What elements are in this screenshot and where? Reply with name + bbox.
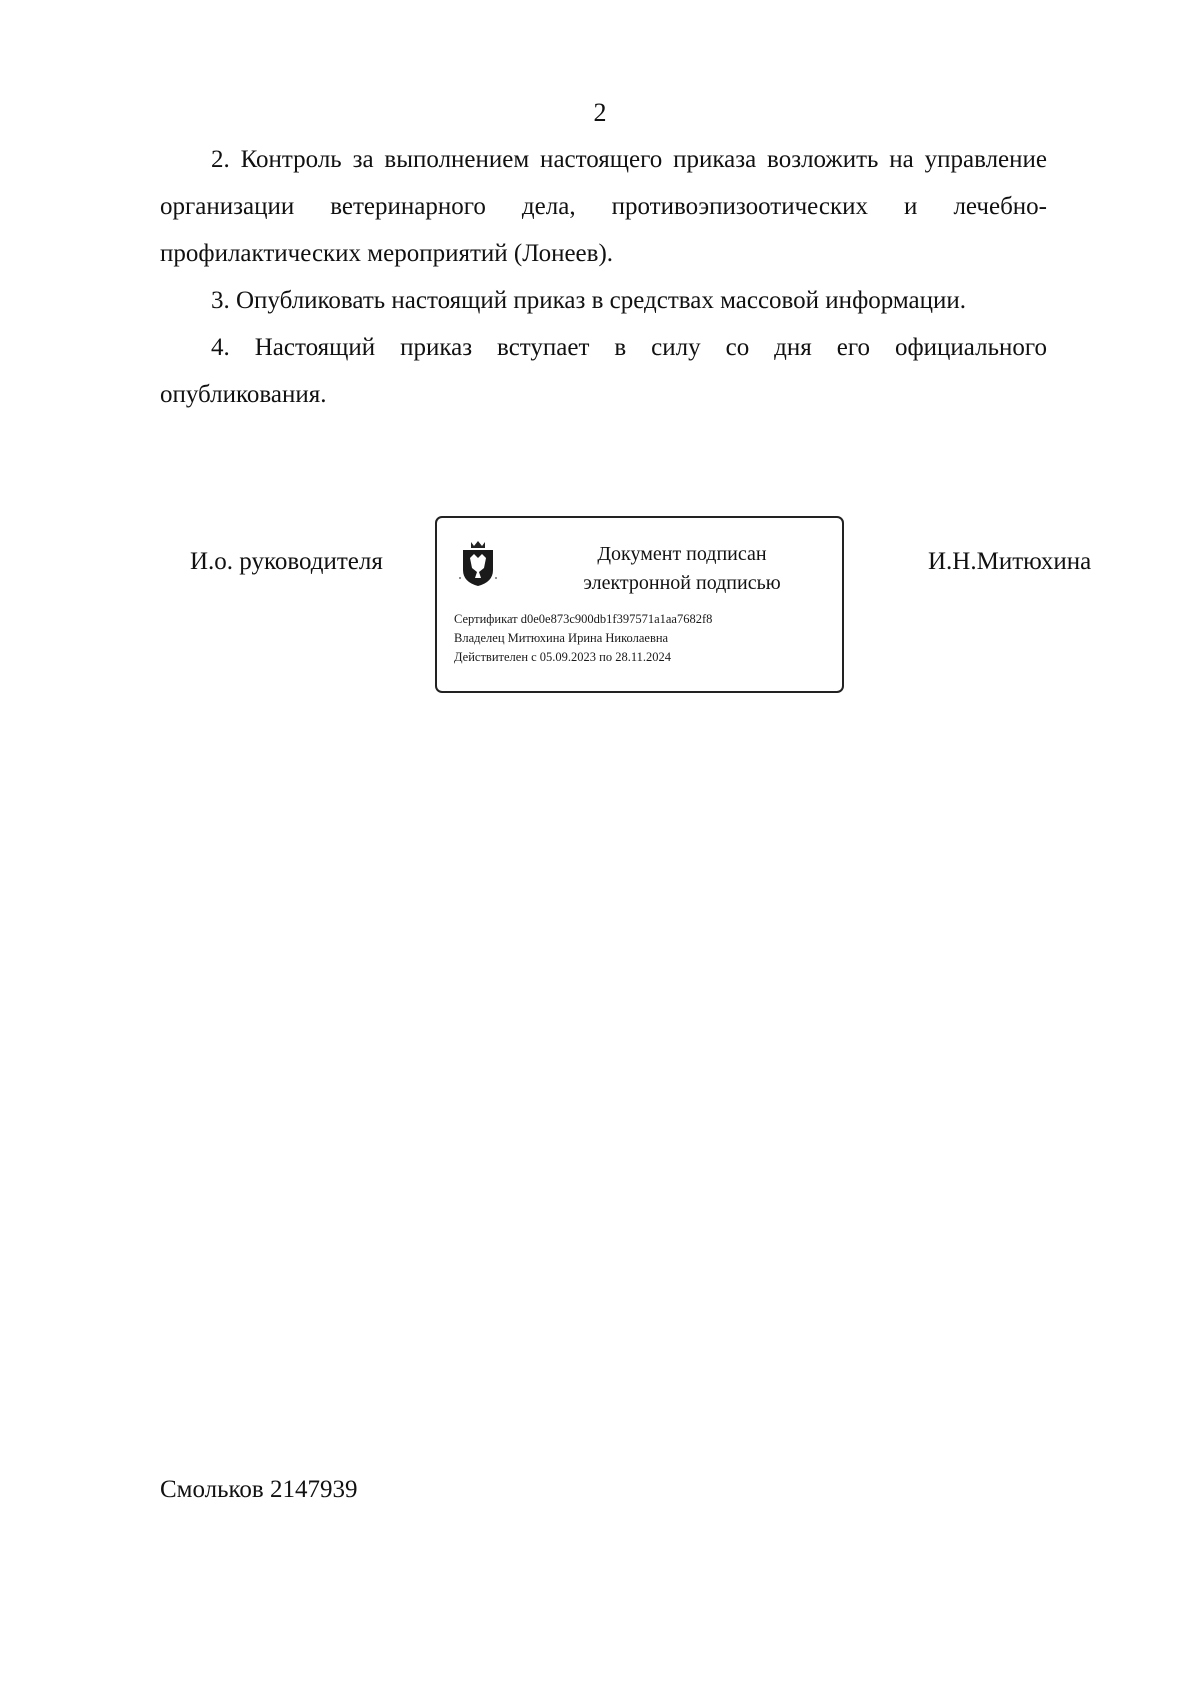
- stamp-heading-line-1: Документ подписан: [597, 543, 767, 565]
- stamp-owner: Владелец Митюхина Ирина Николаевна: [454, 631, 669, 645]
- stamp-heading: [557, 540, 807, 598]
- stamp-heading-line-2: электронной подписью: [583, 572, 781, 594]
- signer-name: И.Н.Митюхина: [928, 548, 1092, 575]
- paragraph-publish: 3. Опубликовать настоящий приказ в средствах массовой информации.: [211, 287, 967, 314]
- document-body: [160, 136, 1047, 418]
- signer-position-title: И.о. руководителя: [190, 548, 383, 575]
- page-number: 2: [593, 98, 607, 127]
- stamp-certificate: Сертификат d0e0e873c900db1f397571a1aa7682f8: [454, 612, 713, 626]
- coat-of-arms-icon: [457, 538, 499, 588]
- stamp-validity: Действителен с 05.09.2023 по 28.11.2024: [454, 650, 672, 664]
- executor-contact: Смольков 2147939: [160, 1476, 358, 1503]
- paragraph-control: 2. Контроль за выполнением настоящего приказа возложить на управление организации ветеринарного дела, противоэпизоотических и лечебно-профилактических мероприятий (Лонеев).: [160, 146, 1047, 267]
- paragraph-effective-date: 4. Настоящий приказ вступает в силу со дня его официального опубликования.: [160, 334, 1047, 408]
- electronic-signature-stamp: [435, 516, 844, 693]
